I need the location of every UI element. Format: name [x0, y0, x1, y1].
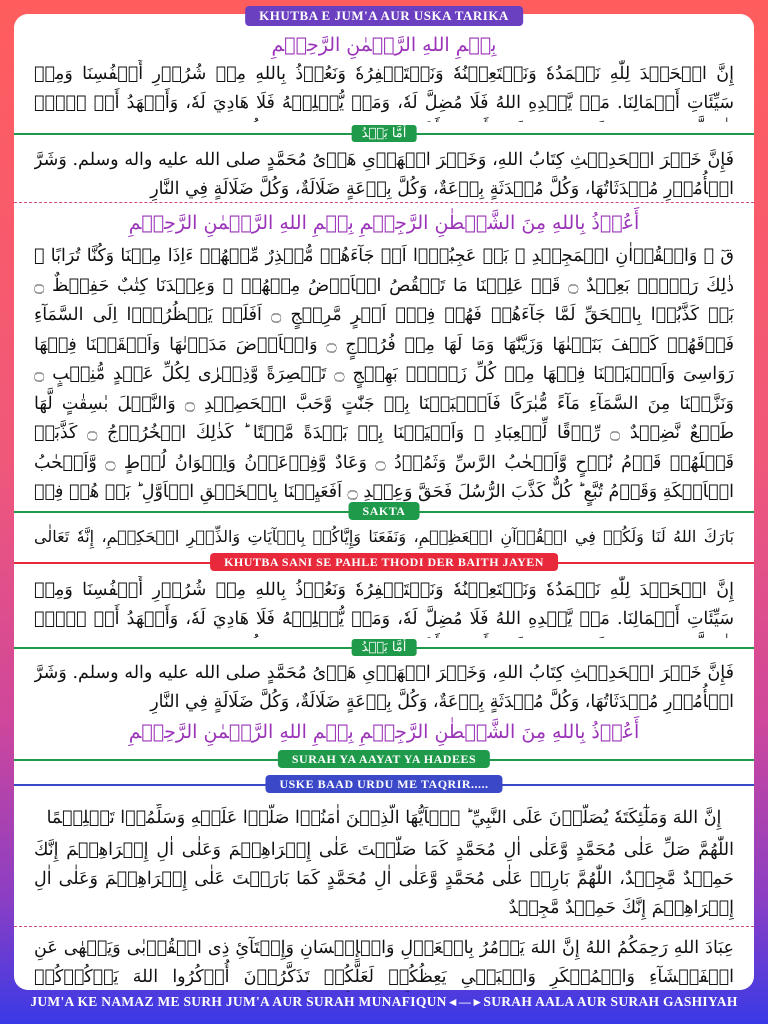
khutba-sani-tag: KHUTBA SANI SE PAHLE THODI DER BAITH JAYEN — [210, 553, 558, 571]
footer-left-text: JUM'A KE NAMAZ ME SURH JUM'A AUR SURAH MUNAFIQUN — [30, 994, 447, 1009]
amma-badu-tag: أَمَّا بَعۡدُ — [352, 125, 417, 142]
dashed-divider — [14, 926, 754, 927]
amma-badu-text: فَإِنَّ خَیۡرَ الۡحَدِیۡثِ کِتَابُ اللهِ، وَخَیۡرَ الۡهَدۡیِ هَدۡیُ مُحَمَّدٍ صلی الله علیه واله وسلم. وَشَرَّ الۡأُمُوۡرِ مُحۡدَثَاتُهَا، وَكُلَّ مُحۡدَثَةٍ بِدۡعَةٌ، وَكُلَّ بِدۡعَةٍ ضَلَالَةٌ، وَكُلَّ ضَلَالَةٍ فِي النَّارِ — [34, 150, 734, 199]
khutba-sani-text: إِنَّ الۡحَمۡدَ لِلّٰهِ نَحۡمَدُهٗ وَنَسۡتَعِیۡنُهٗ وَنَسۡتَغۡفِرُهٗ وَنَعُوۡذُ بِاللهِ مِنۡ شُرُوۡرِ أَنۡفُسِنَا وَمِنۡ سَیِّئَاتِ أَعۡمَالِنَا. مَنۡ یَّهۡدِهِ اللهُ فَلَا مُضِلَّ لَهٗ، وَمَنۡ یُّضۡلِلۡهُ فَلَا هَادِيَ لَهٗ، وَأَشۡهَدُ أَنۡ لَّاۤ — [34, 580, 734, 629]
urdu-taqrir-tag: USKE BAAD URDU ME TAQRIR..... — [265, 775, 502, 793]
durood-ibrahimi: اللّٰهُمَّ صَلِّ عَلٰی مُحَمَّدٍ وَّعَلٰی اٰلِ مُحَمَّدٍ كَمَا صَلَّیۡتَ عَلٰی إِبۡرَاهِیۡمَ وَعَلٰی اٰلِ إِبۡرَاهِیۡمَ إِنَّكَ حَمِیۡدٌ مَّجِیۡدٌ، اللّٰهُمَّ بَارِكۡ عَلٰی مُحَمَّدٍ وَّعَلٰی اٰلِ مُحَمَّدٍ كَمَا بَارَكۡتَ عَلٰی إِبۡرَاهِیۡمَ وَعَلٰی اٰلِ إِبۡرَاهِیۡمَ إِنَّكَ حَمِیۡدٌ مَّجِیۡدٌ — [34, 840, 734, 918]
sakta-tag: SAKTA — [349, 502, 420, 520]
surah-qaf-text: قٓ ۚ وَالۡقُرۡاٰنِ الۡمَجِیۡدِ ۙ بَلۡ عَجِبُوۡۤا اَنۡ جَآءَهُمۡ مُّنۡذِرٌ مِّنۡهُمۡ ءَاِذَا مِتۡنَا وَكُنَّا تُرَابًا ۚ ذٰلِكَ رَجۡعٌۢ بَعِیۡدٌ ۝ قَدۡ عَلِمۡنَا مَا تَنۡقُصُ الۡاَرۡضُ مِنۡهُمۡ ۚ وَعِنۡدَنَا كِتٰبٌ حَفِیۡظٌ ۝ بَلۡ كَذَّبُوۡا بِالۡحَقِّ لَمَّا جَآءَهُمۡ فَهُمۡ فِیۡۤ اَمۡرٍ مَّرِیۡجٍ ۝ اَفَلَمۡ یَنۡظُرُوۡۤا اِلَی السَّمَآءِ فَوۡقَهُمۡ كَیۡفَ بَنَیۡنٰهَا وَزَیَّنّٰهَا وَمَا لَهَا مِنۡ فُرُوۡجٍ ۝ وَالۡاَرۡضَ مَدَدۡنٰهَا وَاَلۡقَیۡنَا فِیۡهَا رَوَاسِیَ وَاَنۡۢبَتۡنَا فِیۡهَا مِنۡ كُلِّ زَوۡجٍۢ بَهِیۡجٍ ۝ تَبۡصِرَةً وَّذِكۡرٰی لِكُلِّ عَبۡدٍ مُّنِیۡبٍ ۝ وَنَزَّلۡنَا مِنَ السَّمَآءِ مَآءً مُّبٰرَكًا فَاَنۡۢبَتۡنَا بِهٖ جَنّٰتٍ وَّحَبَّ الۡحَصِیۡدِ ۝ وَالنَّخۡلَ بٰسِقٰتٍ لَّهَا طَلۡعٌ نَّضِیۡدٌ ۝ رِّزۡقًا لِّلۡعِبَادِ ۙ وَاَحۡیَیۡنَا بِهٖ بَلۡدَةً مَّیۡتًا ؕ كَذٰلِكَ الۡخُرُوۡجُ ۝ كَذَّبَتۡ قَبۡلَهُمۡ قَوۡمُ نُوۡحٍ وَّاَصۡحٰبُ الرَّسِّ وَثَمُوۡدُ ۝ وَعَادٌ وَّفِرۡعَوۡنُ وَاِخۡوَانُ لُوۡطٍ ۝ وَّاَصۡحٰبُ الۡاَیۡكَةِ وَقَوۡمُ تُبَّعٍ ؕ كُلٌّ كَذَّبَ الرُّسُلَ فَحَقَّ وَعِیۡدِ ۝ اَفَعَیِیۡنَا بِالۡخَلۡقِ الۡاَوَّلِ ؕ بَلۡ هُمۡ فِیۡ — [34, 246, 734, 502]
dashed-divider — [14, 202, 754, 203]
footer-note — [0, 994, 768, 1010]
taawwudh-2: أَعُوۡذُ بِاللهِ مِنَ الشَّیۡطٰنِ الرَّجِیۡمِ بِسۡمِ اللهِ الرَّحۡمٰنِ الرَّحِیۡمِ — [128, 721, 640, 743]
amma-badu-tag-2: أَمَّا بَعۡدُ — [352, 639, 417, 656]
surah-ayat-hadees-tag: SURAH YA AAYAT YA HADEES — [278, 750, 490, 768]
basmala: بِسۡمِ اللهِ الرَّحۡمٰنِ الرَّحِیۡمِ — [271, 34, 497, 56]
page-title: KHUTBA E JUM'A AUR USKA TARIKA — [245, 6, 523, 26]
content-card — [14, 8, 754, 990]
taawwudh: أَعُوۡذُ بِاللهِ مِنَ الشَّیۡطٰنِ الرَّجِیۡمِ بِسۡمِ اللهِ الرَّحۡمٰنِ الرَّحِیۡمِ — [128, 212, 640, 234]
closing-ayah: عِبَادَ اللهِ رَحِمَكُمُ اللهُ إِنَّ اللهَ یَأۡمُرُ بِالۡعَدۡلِ وَالۡإِحۡسَانِ وَإِیۡتَآئِ ذِی الۡقُرۡبٰی وَیَنۡهٰی عَنِ الۡفَحۡشَآءِ وَالۡمُنۡكَرِ وَالۡبَغۡیِ یَعِظُكُمۡ لَعَلَّكُمۡ تَذَكَّرُوۡنَ أُذۡكُرُوا اللهَ یَذۡكُرۡكُمۡ — [34, 938, 734, 987]
footer-right-text: SURAH AALA AUR SURAH GASHIYAH — [483, 994, 738, 1009]
khutba-hamd-text: إِنَّ الۡحَمۡدَ لِلّٰهِ نَحۡمَدُهٗ وَنَسۡتَعِیۡنُهٗ وَنَسۡتَغۡفِرُهٗ وَنَعُوۡذُ بِاللهِ مِنۡ شُرُوۡرِ أَنۡفُسِنَا وَمِنۡ سَیِّئَاتِ أَعۡمَالِنَا. مَنۡ یَّهۡدِهِ اللهُ فَلَا مُضِلَّ لَهٗ، وَمَنۡ یُّضۡلِلۡهُ فَلَا هَادِيَ لَهٗ، وَأَشۡهَدُ أَنۡ لَّاۤ — [34, 64, 734, 113]
double-arrow-icon: ◄—► — [446, 995, 484, 1009]
amma-badu-text-2: فَإِنَّ خَیۡرَ الۡحَدِیۡثِ کِتَابُ اللهِ، وَخَیۡرَ الۡهَدۡیِ هَدۡیُ مُحَمَّدٍ صلی الله علیه واله وسلم. وَشَرَّ الۡأُمُوۡرِ مُحۡدَثَاتُهَا، وَكُلَّ مُحۡدَثَةٍ بِدۡعَةٌ، وَكُلَّ بِدۡعَةٍ ضَلَالَةٌ، وَكُلَّ ضَلَالَةٍ فِي النَّارِ — [34, 663, 734, 712]
sakta-dua: بَارَكَ اللهُ لَنَا وَلَكُمۡ فِي الۡقُرۡآنِ الۡعَظِیۡمِ، وَنَفَعَنَا وَإِیَّاكُمۡ بِالۡآیَاتِ وَالذِّكۡرِ الۡحَكِیۡمِ، إِنَّهٗ تَعَالٰی — [34, 527, 734, 546]
durood-ayah: إِنَّ اللهَ وَمَلٰٓئِكَتَهٗ یُصَلُّوۡنَ عَلَی النَّبِيِّ ؕ یٰۤاَیُّهَا الَّذِیۡنَ اٰمَنُوۡا صَلُّوۡا عَلَیۡهِ وَسَلِّمُوۡا تَسۡلِیۡمًا — [46, 808, 722, 828]
